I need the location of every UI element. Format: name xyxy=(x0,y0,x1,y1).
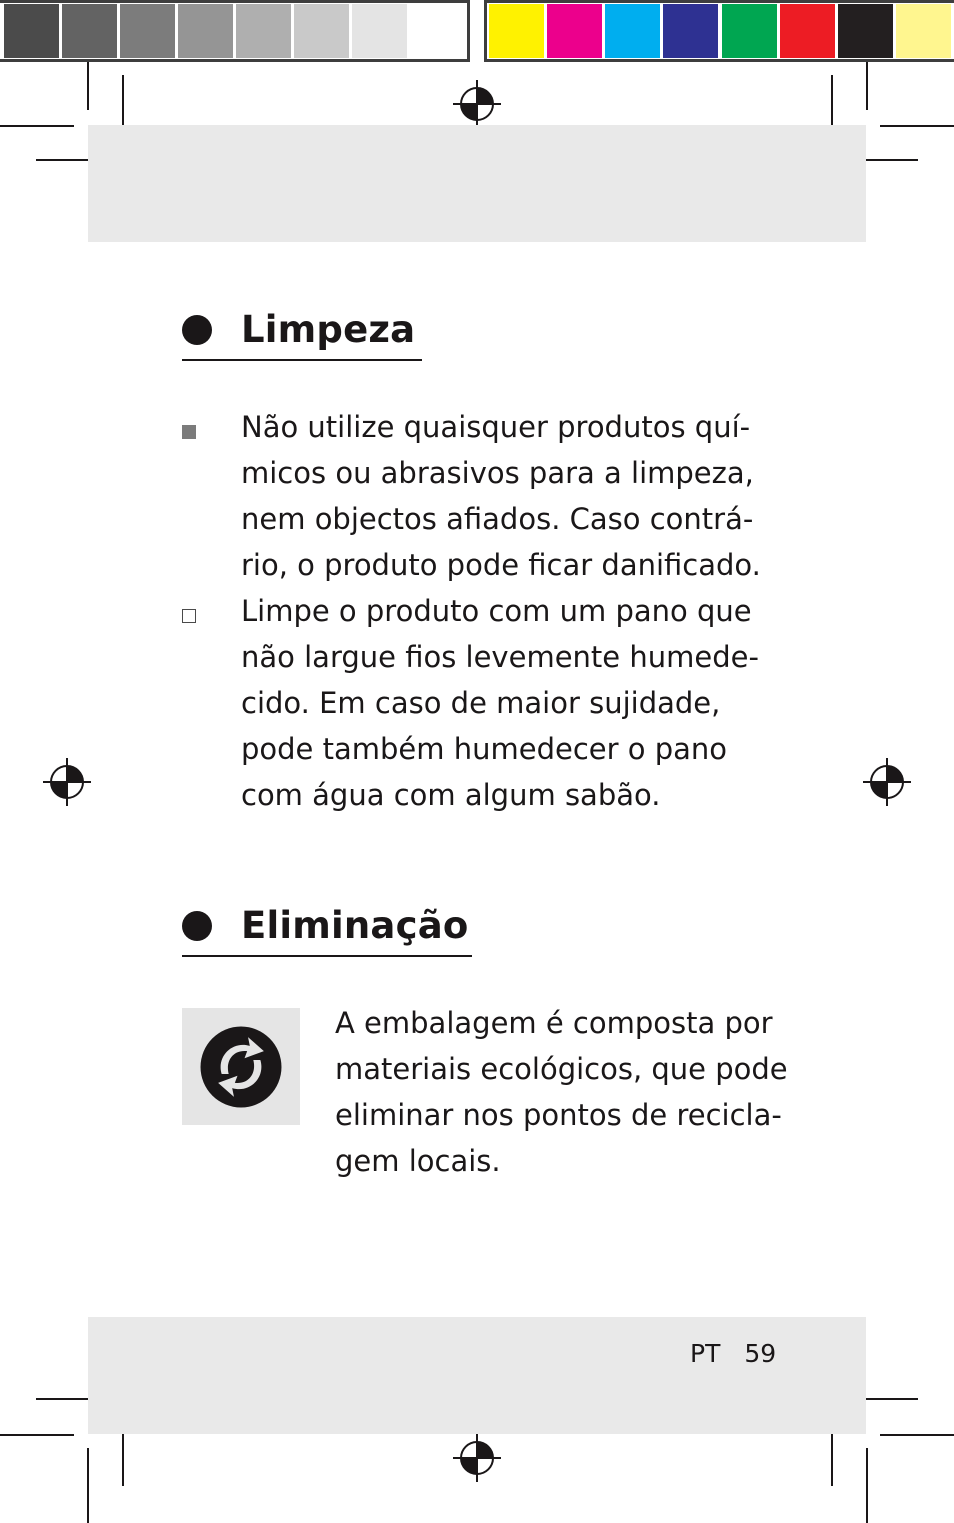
crop-mark xyxy=(880,1434,954,1436)
footer-panel xyxy=(88,1317,866,1434)
grayscale-frame xyxy=(0,0,470,62)
printer-color-bar xyxy=(0,0,954,62)
crop-mark xyxy=(880,125,954,127)
filled-square-bullet-icon xyxy=(182,425,196,439)
crop-mark xyxy=(87,1448,89,1523)
page-footer xyxy=(690,1339,776,1368)
registration-mark-icon xyxy=(863,758,911,806)
crop-mark xyxy=(0,1434,74,1436)
heading-bullet-icon xyxy=(182,315,212,345)
section-heading-cleaning xyxy=(182,308,415,351)
registration-mark-icon xyxy=(43,758,91,806)
heading-underline xyxy=(182,359,422,361)
page-number: 59 xyxy=(744,1339,777,1368)
list-item-text: Limpe o produto com um pano que não largue fios levemente humede- cido. Em caso de maior sujidade, pode também humedecer o pano com água com algum sabão. xyxy=(241,594,759,812)
section-title: Limpeza xyxy=(241,308,416,351)
list-item-text: Não utilize quaisquer produtos quí- micos ou abrasivos para a limpeza, nem objectos afiados. Caso contrá- rio, o produto pode ficar danificado. xyxy=(241,410,761,582)
header-panel xyxy=(88,125,866,242)
heading-bullet-icon xyxy=(182,911,212,941)
crop-mark xyxy=(866,62,868,110)
disposal-text: A embalagem é composta por materiais ecológicos, que pode eliminar nos pontos de recicla- gem locais. xyxy=(335,1006,788,1178)
recycle-symbol-box xyxy=(182,1008,300,1125)
crop-mark xyxy=(866,1448,868,1523)
color-frame xyxy=(484,0,954,62)
green-dot-recycle-icon xyxy=(197,1023,285,1111)
crop-mark xyxy=(0,125,74,127)
registration-mark-icon xyxy=(453,80,501,128)
crop-mark xyxy=(87,62,89,110)
section-title: Eliminação xyxy=(241,904,469,947)
heading-underline xyxy=(182,955,472,957)
section-heading-disposal xyxy=(182,904,469,947)
registration-mark-icon xyxy=(453,1434,501,1482)
language-code: PT xyxy=(690,1339,721,1368)
empty-square-bullet-icon xyxy=(182,609,196,623)
